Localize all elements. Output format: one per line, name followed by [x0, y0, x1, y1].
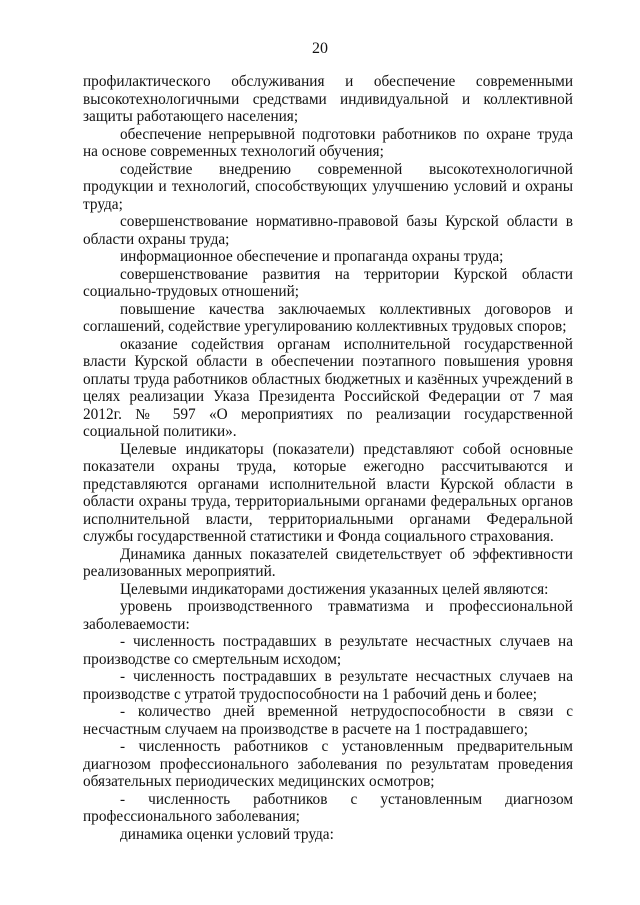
- paragraph: Целевыми индикаторами достижения указанных целей являются:: [120, 580, 549, 598]
- paragraph: совершенствование нормативно-правовой базы Курской области в области охраны труда;: [83, 213, 573, 248]
- paragraph: повышение качества заключаемых коллективных договоров и соглашений, содействие урегулированию коллективных трудовых споров;: [83, 300, 573, 335]
- page-number: 20: [312, 40, 328, 57]
- paragraph: профилактического обслуживания и обеспечение современными высокотехнологичными средствами индивидуальной и коллективной защиты работающего населения;: [83, 73, 573, 125]
- paragraph: Целевые индикаторы (показатели) представляют собой основные показатели охраны труда, которые ежегодно рассчитываются и представляются органами исполнительной власти Курской области в области охраны труда, территориальными органами федеральных органов исполнительной власти, территориальными органами Федеральной службы государственной статистики и Фонда социального страхования.: [83, 440, 573, 545]
- list-item: - численность пострадавших в результате несчастных случаев на производстве со смертельным исходом;: [83, 633, 573, 668]
- paragraph: динамика оценки условий труда:: [120, 825, 334, 843]
- paragraph: содействие внедрению современной высокотехнологичной продукции и технологий, способствующих улучшению условий и охраны труда;: [83, 160, 573, 213]
- paragraph: совершенствование развития на территории Курской области социально-трудовых отношений;: [83, 265, 573, 300]
- paragraph: обеспечение непрерывной подготовки работников по охране труда на основе современных технологий обучения;: [83, 125, 573, 160]
- paragraph: информационное обеспечение и пропаганда охраны труда;: [120, 248, 504, 265]
- paragraph: Динамика данных показателей свидетельствует об эффективности реализованных мероприятий.: [83, 545, 573, 580]
- paragraph: уровень производственного травматизма и профессиональной заболеваемости:: [83, 598, 573, 633]
- page-body: [83, 73, 573, 843]
- list-item: - численность работников с установленным предварительным диагнозом профессионального заболевания по результатам проведения обязательных периодических медицинских осмотров;: [83, 738, 573, 790]
- list-item: - численность работников с установленным диагнозом профессионального заболевания;: [83, 790, 573, 825]
- paragraph: оказание содействия органам исполнительной государственной власти Курской области в обеспечении поэтапного повышения уровня оплаты труда работников областных бюджетных и казённых учреждений в целях реализации Указа Президента Российской Федерации от 7 мая 2012г. № 597 «О мероприятиях по реализации государственной социальной политики».: [83, 335, 573, 440]
- list-item: - численность пострадавших в результате несчастных случаев на производстве с утратой трудоспособности на 1 рабочий день и более;: [83, 668, 573, 703]
- list-item: - количество дней временной нетрудоспособности в связи с несчастным случаем на производстве в расчете на 1 пострадавшего;: [83, 703, 573, 738]
